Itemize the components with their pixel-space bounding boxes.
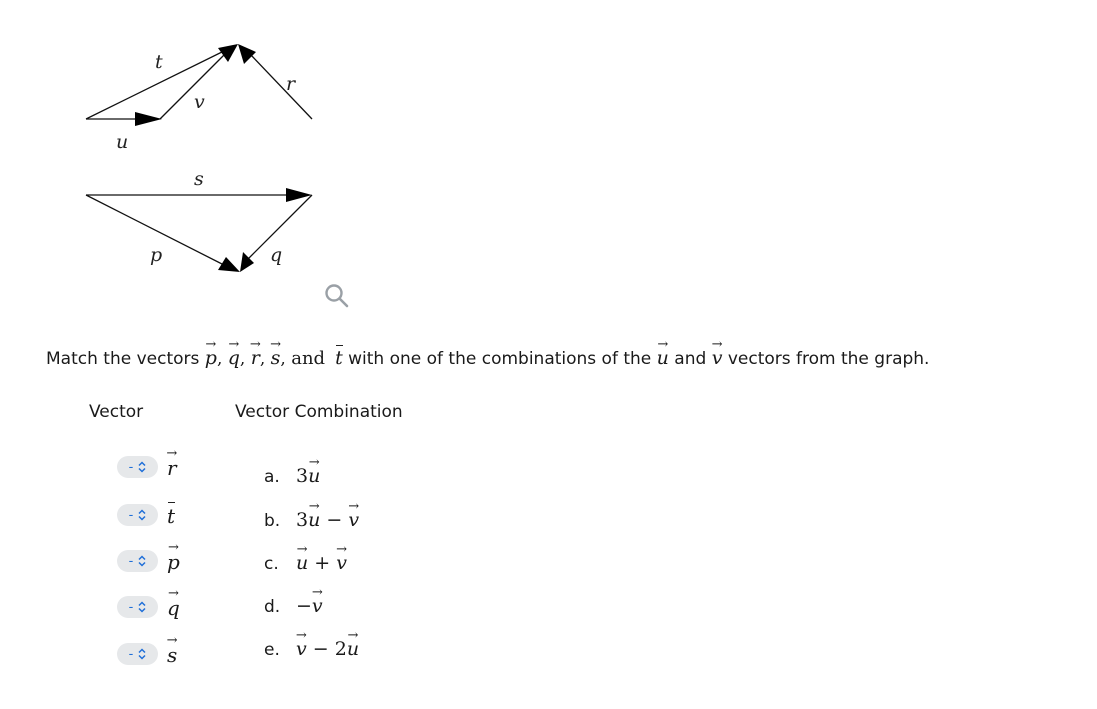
combination-option-b: b. 3→ u − → v bbox=[264, 505, 359, 531]
math-vector-r: → r bbox=[251, 343, 260, 368]
updown-chevron-icon bbox=[138, 461, 146, 473]
combination-option-a: a. 3→ u bbox=[264, 461, 320, 487]
math-vector-p: → p bbox=[205, 343, 217, 368]
question-prompt: Match the vectors → p, → q, → r, → s, and t with one of the combinations of the → u and → v vectors from the graph. bbox=[46, 343, 929, 369]
select-value: - bbox=[128, 553, 134, 569]
arrowhead-u bbox=[135, 112, 162, 126]
prompt-and-word: and bbox=[668, 349, 712, 369]
match-select-r[interactable] bbox=[117, 456, 158, 478]
select-value: - bbox=[128, 507, 134, 523]
match-select-s[interactable] bbox=[117, 643, 158, 665]
updown-chevron-icon bbox=[138, 601, 146, 613]
math-vector-s: → s bbox=[271, 343, 281, 368]
updown-chevron-icon bbox=[138, 555, 146, 567]
math-vector-q: → q bbox=[228, 343, 240, 368]
select-value: - bbox=[128, 599, 134, 615]
row-vector-s: → s bbox=[167, 639, 177, 667]
select-value: - bbox=[128, 459, 134, 475]
column-header-vector: Vector bbox=[89, 402, 144, 422]
column-header-combination: Vector Combination bbox=[235, 402, 403, 422]
combination-option-d: d. −→ v bbox=[264, 591, 323, 617]
prompt-lead: Match the vectors bbox=[46, 349, 205, 369]
label-t: t bbox=[155, 51, 163, 73]
row-vector-r: → r bbox=[167, 452, 177, 480]
label-r: r bbox=[286, 73, 296, 95]
match-select-p[interactable] bbox=[117, 550, 158, 572]
math-vector-t: t bbox=[335, 343, 343, 368]
math-vector-u: → u bbox=[657, 343, 669, 368]
arrowhead-s bbox=[286, 188, 312, 202]
combination-option-e: e.→ v − 2→ u bbox=[264, 634, 359, 660]
row-vector-p: → p bbox=[167, 546, 180, 574]
arrowhead-r bbox=[238, 44, 256, 64]
match-select-q[interactable] bbox=[117, 596, 158, 618]
prompt-middle: with one of the combinations of the bbox=[342, 349, 657, 369]
updown-chevron-icon bbox=[138, 648, 146, 660]
match-select-t[interactable] bbox=[117, 504, 158, 526]
magnifier-icon[interactable] bbox=[322, 281, 352, 311]
vector-r-line bbox=[250, 54, 312, 119]
label-s: s bbox=[194, 168, 204, 190]
label-u: u bbox=[116, 131, 129, 153]
label-v: v bbox=[194, 91, 205, 113]
select-value: - bbox=[128, 646, 134, 662]
label-p: p bbox=[150, 244, 163, 266]
vector-v-line bbox=[160, 53, 226, 119]
row-vector-q: → q bbox=[167, 592, 180, 620]
math-vector-v: → v bbox=[712, 343, 723, 368]
row-vector-t: t bbox=[167, 500, 175, 528]
arrowhead-p bbox=[218, 257, 240, 272]
combination-option-c: c.→ u + → v bbox=[264, 548, 347, 574]
prompt-tail: vectors from the graph. bbox=[722, 349, 930, 369]
updown-chevron-icon bbox=[138, 509, 146, 521]
vector-diagram bbox=[0, 0, 360, 320]
label-q: q bbox=[270, 244, 283, 266]
prompt-and: and bbox=[291, 348, 326, 369]
